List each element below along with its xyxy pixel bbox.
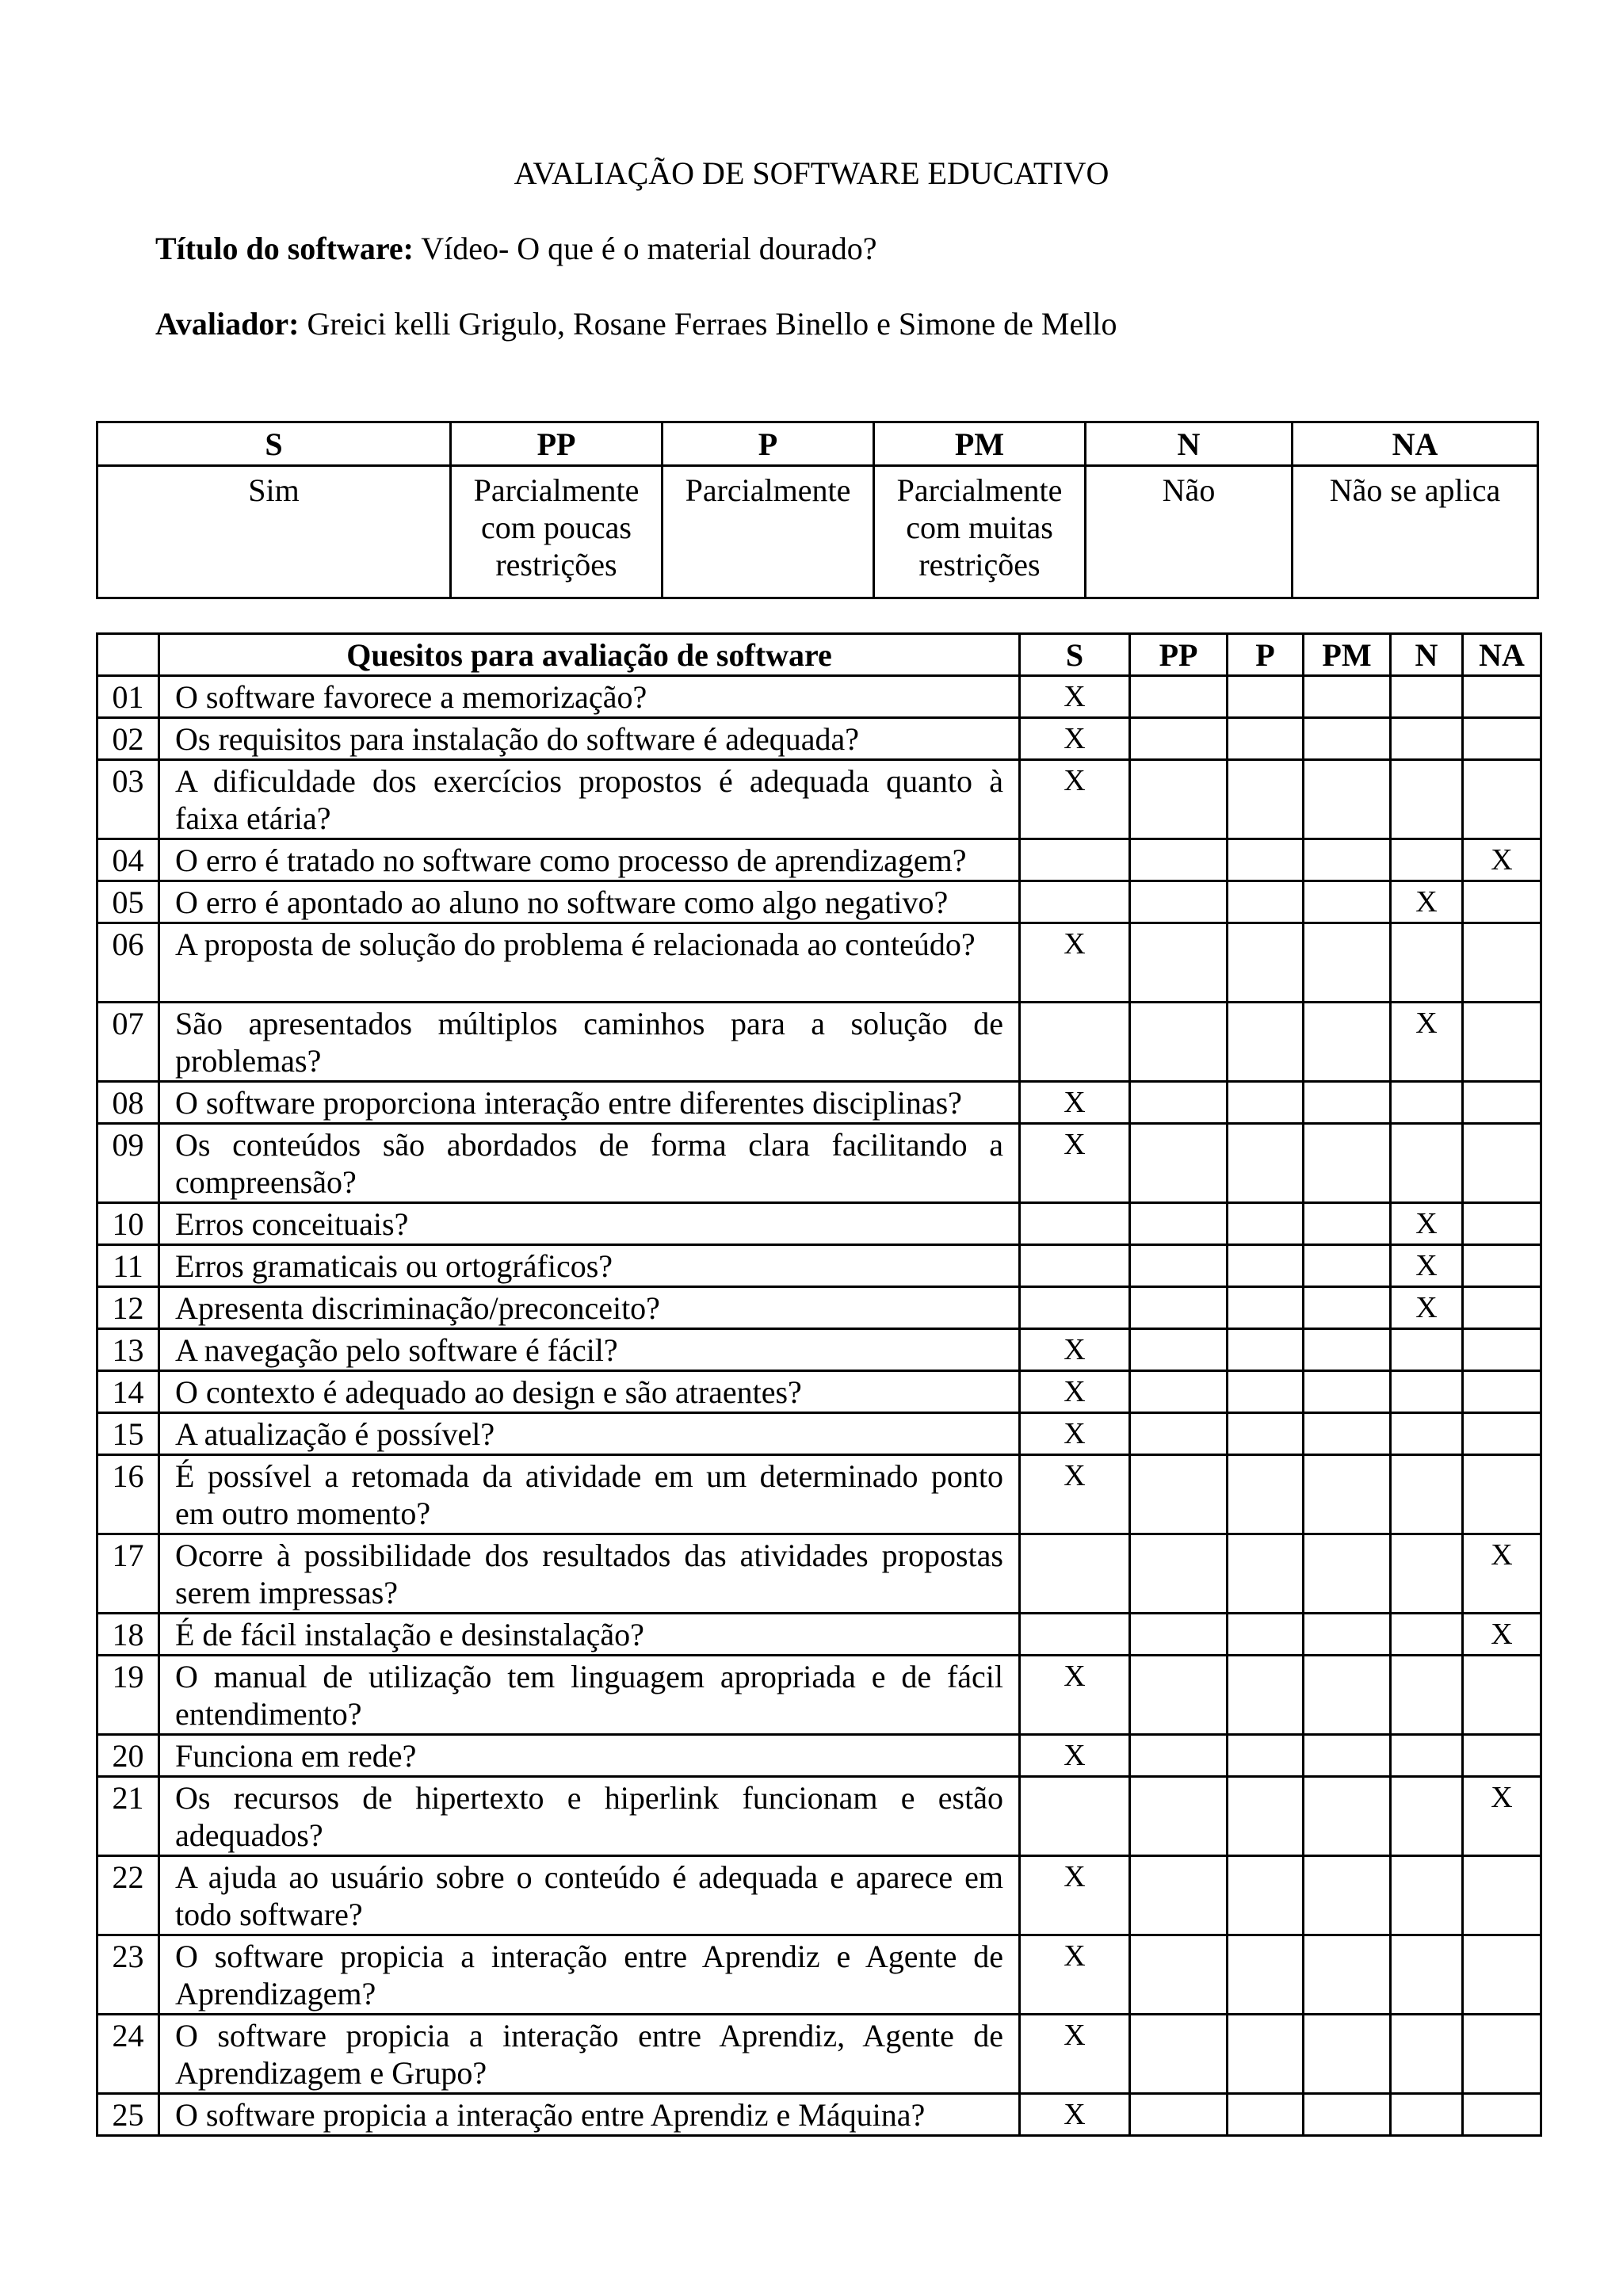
mark-s: X [1020,718,1130,760]
row-number: 10 [97,1203,159,1245]
cell-s [1020,1777,1130,1856]
legend-codes-row [97,422,1538,466]
table-row [97,1534,1541,1614]
row-question: O software propicia a interação entre Aprendiz e Agente de Aprendizagem? [159,1935,1020,2015]
cell-na [1463,1245,1541,1287]
cell-pp [1130,1003,1228,1082]
evaluation-table-body [97,676,1541,2136]
cell-pm [1304,2015,1391,2094]
cell-p [1228,881,1304,923]
cell-pp [1130,1935,1228,2015]
table-row [97,1003,1541,1082]
row-question: Erros conceituais? [159,1203,1020,1245]
cell-na [1463,1329,1541,1371]
cell-pp [1130,1777,1228,1856]
row-number: 02 [97,718,159,760]
cell-p [1228,1735,1304,1777]
cell-pp [1130,1329,1228,1371]
mark-n: X [1391,1203,1463,1245]
cell-pm [1304,1329,1391,1371]
cell-p [1228,676,1304,718]
cell-pp [1130,760,1228,839]
cell-n [1391,1656,1463,1735]
row-question: A proposta de solução do problema é relacionada ao conteúdo? [159,923,1020,1003]
header-p: P [1228,634,1304,676]
table-row [97,1082,1541,1124]
header-n: N [1391,634,1463,676]
cell-pp [1130,923,1228,1003]
cell-n [1391,923,1463,1003]
legend-meaning: Parcialmente com muitas restrições [874,466,1086,598]
mark-na: X [1463,1777,1541,1856]
mark-s: X [1020,1455,1130,1534]
header-s: S [1020,634,1130,676]
legend-code: PP [451,422,663,466]
row-number: 14 [97,1371,159,1413]
cell-na [1463,2094,1541,2136]
cell-pm [1304,2094,1391,2136]
cell-n [1391,1777,1463,1856]
row-number: 15 [97,1413,159,1455]
cell-na [1463,760,1541,839]
cell-p [1228,2015,1304,2094]
cell-n [1391,1455,1463,1534]
cell-n [1391,1735,1463,1777]
table-row [97,1735,1541,1777]
cell-s [1020,1534,1130,1614]
cell-pm [1304,1656,1391,1735]
cell-na [1463,1371,1541,1413]
row-number: 05 [97,881,159,923]
table-row [97,1455,1541,1534]
cell-pm [1304,1203,1391,1245]
cell-n [1391,760,1463,839]
table-row [97,718,1541,760]
mark-s: X [1020,1082,1130,1124]
evaluation-table [96,632,1542,2137]
cell-na [1463,881,1541,923]
row-question: São apresentados múltiplos caminhos para a solução de problemas? [159,1003,1020,1082]
cell-na [1463,1735,1541,1777]
header-pp: PP [1130,634,1228,676]
row-question: A navegação pelo software é fácil? [159,1329,1020,1371]
table-row [97,2015,1541,2094]
cell-pp [1130,2015,1228,2094]
mark-na: X [1463,1534,1541,1614]
cell-pp [1130,881,1228,923]
cell-s [1020,1287,1130,1329]
cell-n [1391,676,1463,718]
cell-pm [1304,1534,1391,1614]
cell-p [1228,1534,1304,1614]
legend-code: NA [1293,422,1538,466]
row-question: Apresenta discriminação/preconceito? [159,1287,1020,1329]
cell-s [1020,1245,1130,1287]
row-number: 18 [97,1614,159,1656]
row-question: É possível a retomada da atividade em um determinado ponto em outro momento? [159,1455,1020,1534]
cell-pm [1304,1082,1391,1124]
cell-pp [1130,1287,1228,1329]
table-row [97,1777,1541,1856]
cell-pp [1130,1656,1228,1735]
cell-pp [1130,1245,1228,1287]
cell-na [1463,1203,1541,1245]
table-row [97,1656,1541,1735]
row-question: Os requisitos para instalação do software é adequada? [159,718,1020,760]
cell-na [1463,1455,1541,1534]
cell-pp [1130,1413,1228,1455]
cell-p [1228,1124,1304,1203]
cell-p [1228,760,1304,839]
legend-code: N [1086,422,1293,466]
cell-n [1391,1413,1463,1455]
cell-p [1228,1329,1304,1371]
cell-n [1391,1329,1463,1371]
row-question: Os conteúdos são abordados de forma clara facilitando a compreensão? [159,1124,1020,1203]
legend-code: PM [874,422,1086,466]
row-question: O software proporciona interação entre diferentes disciplinas? [159,1082,1020,1124]
table-row [97,1413,1541,1455]
row-number: 22 [97,1856,159,1935]
cell-na [1463,1082,1541,1124]
row-number: 20 [97,1735,159,1777]
cell-n [1391,718,1463,760]
cell-na [1463,2015,1541,2094]
cell-pp [1130,839,1228,881]
mark-n: X [1391,881,1463,923]
row-question: A atualização é possível? [159,1413,1020,1455]
row-number: 12 [97,1287,159,1329]
cell-pp [1130,718,1228,760]
table-row [97,1329,1541,1371]
cell-pm [1304,1614,1391,1656]
legend-meaning: Não se aplica [1293,466,1538,598]
cell-na [1463,1935,1541,2015]
cell-p [1228,2094,1304,2136]
cell-pp [1130,1735,1228,1777]
software-title-value: Vídeo- O que é o material dourado? [413,231,877,266]
row-question: É de fácil instalação e desinstalação? [159,1614,1020,1656]
cell-pm [1304,1777,1391,1856]
table-row [97,1203,1541,1245]
header-number [97,634,159,676]
mark-s: X [1020,1856,1130,1935]
row-number: 03 [97,760,159,839]
cell-s [1020,1203,1130,1245]
cell-pm [1304,1003,1391,1082]
cell-pm [1304,1245,1391,1287]
cell-s [1020,1003,1130,1082]
header-na: NA [1463,634,1541,676]
mark-s: X [1020,1656,1130,1735]
cell-p [1228,1082,1304,1124]
cell-pp [1130,1371,1228,1413]
cell-p [1228,1455,1304,1534]
row-question: O erro é tratado no software como processo de aprendizagem? [159,839,1020,881]
legend-code: S [97,422,451,466]
table-row [97,839,1541,881]
table-row [97,760,1541,839]
cell-pm [1304,1287,1391,1329]
cell-pm [1304,718,1391,760]
cell-na [1463,1124,1541,1203]
cell-n [1391,1856,1463,1935]
cell-p [1228,1003,1304,1082]
cell-p [1228,839,1304,881]
row-number: 06 [97,923,159,1003]
cell-n [1391,1534,1463,1614]
cell-pm [1304,881,1391,923]
table-row [97,881,1541,923]
mark-s: X [1020,760,1130,839]
table-row [97,1124,1541,1203]
cell-p [1228,1371,1304,1413]
row-number: 23 [97,1935,159,2015]
mark-na: X [1463,839,1541,881]
cell-p [1228,1856,1304,1935]
row-number: 17 [97,1534,159,1614]
legend-code: P [663,422,874,466]
cell-pp [1130,1614,1228,1656]
cell-pm [1304,1413,1391,1455]
cell-pp [1130,2094,1228,2136]
mark-s: X [1020,2094,1130,2136]
mark-na: X [1463,1614,1541,1656]
legend-table [96,421,1539,599]
cell-pp [1130,1124,1228,1203]
row-number: 24 [97,2015,159,2094]
table-row [97,1614,1541,1656]
table-row [97,1856,1541,1935]
cell-pm [1304,1124,1391,1203]
row-number: 07 [97,1003,159,1082]
cell-s [1020,1614,1130,1656]
row-question: O erro é apontado ao aluno no software como algo negativo? [159,881,1020,923]
mark-s: X [1020,1735,1130,1777]
cell-pm [1304,1935,1391,2015]
mark-s: X [1020,676,1130,718]
row-question: Erros gramaticais ou ortográficos? [159,1245,1020,1287]
header-pm: PM [1304,634,1391,676]
cell-pp [1130,1203,1228,1245]
row-question: Os recursos de hipertexto e hiperlink funcionam e estão adequados? [159,1777,1020,1856]
cell-pm [1304,676,1391,718]
table-row [97,1371,1541,1413]
cell-na [1463,1856,1541,1935]
cell-p [1228,1777,1304,1856]
row-question: O software propicia a interação entre Aprendiz e Máquina? [159,2094,1020,2136]
table-row [97,676,1541,718]
cell-s [1020,881,1130,923]
mark-n: X [1391,1245,1463,1287]
table-row [97,2094,1541,2136]
cell-pm [1304,923,1391,1003]
cell-pp [1130,1082,1228,1124]
row-question: O manual de utilização tem linguagem apropriada e de fácil entendimento? [159,1656,1020,1735]
cell-p [1228,1245,1304,1287]
row-number: 09 [97,1124,159,1203]
cell-pp [1130,1534,1228,1614]
cell-n [1391,2015,1463,2094]
legend-meaning: Parcialmente [663,466,874,598]
row-question: Funciona em rede? [159,1735,1020,1777]
mark-n: X [1391,1287,1463,1329]
mark-s: X [1020,2015,1130,2094]
cell-p [1228,1287,1304,1329]
cell-n [1391,1935,1463,2015]
evaluator-value: Greici kelli Grigulo, Rosane Ferraes Binello e Simone de Mello [299,306,1117,342]
cell-pm [1304,1455,1391,1534]
mark-s: X [1020,1935,1130,2015]
evaluator-label: Avaliador: [155,306,300,342]
cell-p [1228,1413,1304,1455]
row-number: 13 [97,1329,159,1371]
cell-pm [1304,1371,1391,1413]
legend-meaning: Parcialmente com poucas restrições [451,466,663,598]
table-row [97,1287,1541,1329]
cell-n [1391,1082,1463,1124]
cell-s [1020,839,1130,881]
software-title-line [155,227,877,270]
evaluator-line [155,303,1117,346]
row-question: Ocorre à possibilidade dos resultados das atividades propostas serem impressas? [159,1534,1020,1614]
mark-s: X [1020,1329,1130,1371]
row-question: A ajuda ao usuário sobre o conteúdo é adequada e aparece em todo software? [159,1856,1020,1935]
row-number: 08 [97,1082,159,1124]
cell-pm [1304,1735,1391,1777]
row-number: 19 [97,1656,159,1735]
cell-pp [1130,676,1228,718]
table-row [97,923,1541,1003]
cell-n [1391,1614,1463,1656]
header-question: Quesitos para avaliação de software [159,634,1020,676]
table-row [97,1245,1541,1287]
cell-na [1463,923,1541,1003]
cell-n [1391,2094,1463,2136]
mark-s: X [1020,1413,1130,1455]
cell-na [1463,718,1541,760]
table-row [97,1935,1541,2015]
cell-p [1228,718,1304,760]
cell-pm [1304,760,1391,839]
cell-n [1391,1371,1463,1413]
cell-n [1391,1124,1463,1203]
row-question: O software favorece a memorização? [159,676,1020,718]
row-number: 11 [97,1245,159,1287]
legend-meaning: Não [1086,466,1293,598]
row-number: 04 [97,839,159,881]
row-number: 25 [97,2094,159,2136]
cell-p [1228,1203,1304,1245]
cell-na [1463,1656,1541,1735]
row-question: O contexto é adequado ao design e são atraentes? [159,1371,1020,1413]
mark-n: X [1391,1003,1463,1082]
software-title-label: Título do software: [155,231,414,266]
cell-p [1228,1656,1304,1735]
row-number: 01 [97,676,159,718]
cell-pm [1304,839,1391,881]
cell-na [1463,1003,1541,1082]
cell-na [1463,1413,1541,1455]
row-number: 21 [97,1777,159,1856]
row-question: A dificuldade dos exercícios propostos é adequada quanto à faixa etária? [159,760,1020,839]
cell-p [1228,1614,1304,1656]
cell-p [1228,1935,1304,2015]
cell-n [1391,839,1463,881]
document-title: AVALIAÇÃO DE SOFTWARE EDUCATIVO [514,155,1109,191]
legend-meaning: Sim [97,466,451,598]
cell-p [1228,923,1304,1003]
table-header-row [97,634,1541,676]
row-question: O software propicia a interação entre Aprendiz, Agente de Aprendizagem e Grupo? [159,2015,1020,2094]
cell-pp [1130,1856,1228,1935]
row-number: 16 [97,1455,159,1534]
cell-na [1463,1287,1541,1329]
cell-pm [1304,1856,1391,1935]
cell-na [1463,676,1541,718]
mark-s: X [1020,1371,1130,1413]
legend-meanings-row [97,466,1538,598]
mark-s: X [1020,1124,1130,1203]
cell-pp [1130,1455,1228,1534]
mark-s: X [1020,923,1130,1003]
